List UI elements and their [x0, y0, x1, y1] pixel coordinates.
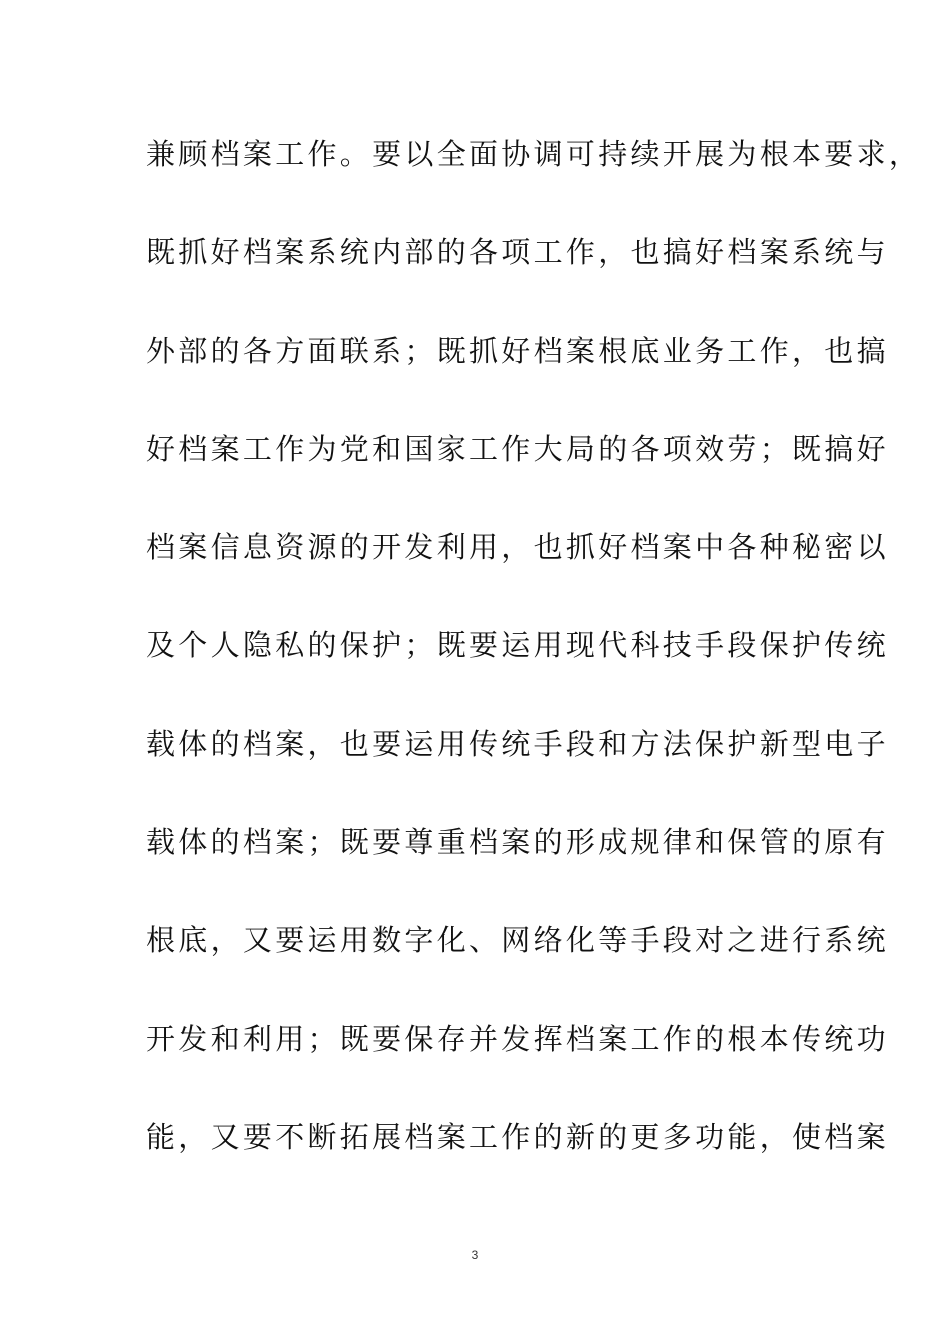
text-line: 及个人隐私的保护；既要运用现代科技手段保护传统 — [146, 628, 889, 663]
page-number: 3 — [471, 1248, 479, 1262]
text-line: 开发和利用；既要保存并发挥档案工作的根本传统功 — [146, 1021, 889, 1056]
text-line: 兼顾档案工作。要以全面协调可持续开展为根本要求， — [146, 137, 922, 171]
text-line: 载体的档案；既要尊重档案的形成规律和保管的原有 — [146, 825, 889, 860]
text-line: 载体的档案，也要运用传统手段和方法保护新型电子 — [146, 726, 889, 761]
text-line: 能，又要不断拓展档案工作的新的更多功能，使档案 — [146, 1119, 889, 1154]
body-text — [146, 132, 922, 1213]
text-line: 既抓好档案系统内部的各项工作，也搞好档案系统与 — [146, 235, 889, 270]
text-line: 好档案工作为党和国家工作大局的各项效劳；既搞好 — [146, 431, 889, 466]
text-line: 根底，又要运用数字化、网络化等手段对之进行系统 — [146, 923, 889, 958]
text-line: 外部的各方面联系；既抓好档案根底业务工作，也搞 — [146, 333, 889, 368]
text-line: 档案信息资源的开发利用，也抓好档案中各种秘密以 — [146, 530, 889, 565]
